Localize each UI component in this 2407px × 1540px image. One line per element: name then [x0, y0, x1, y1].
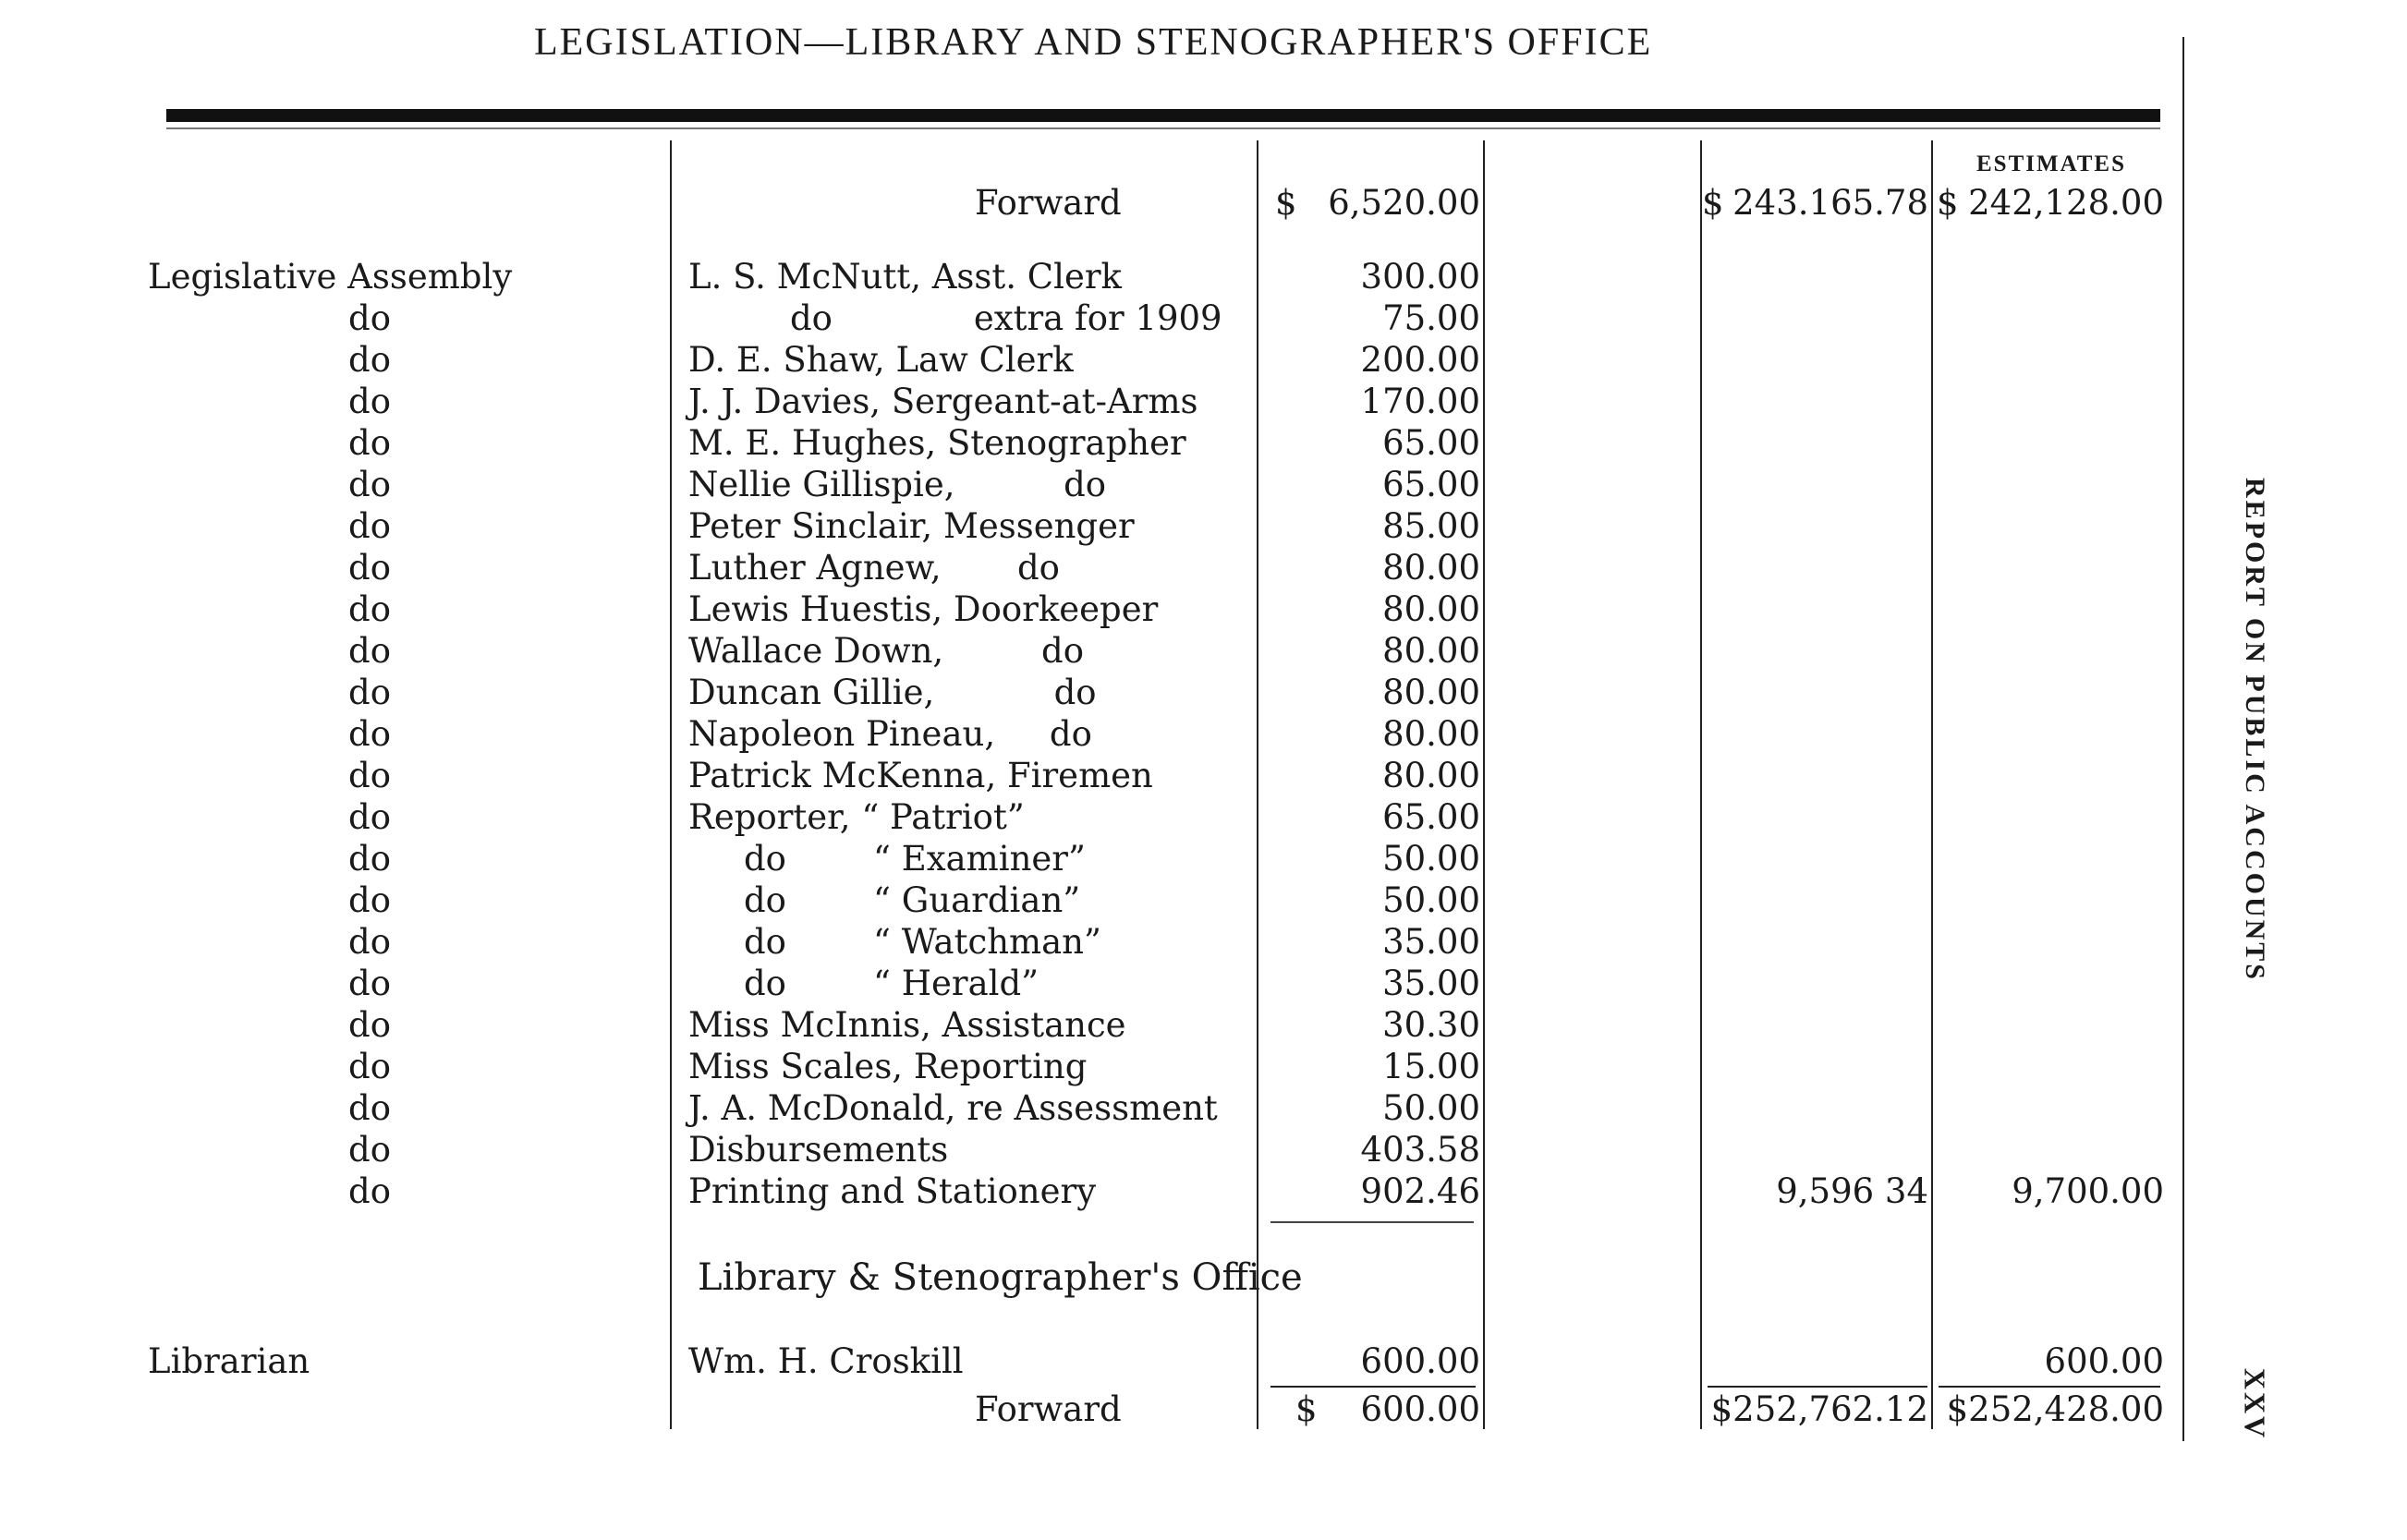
forward-amount: 600.00	[1360, 1389, 1480, 1429]
entry-head: do	[348, 589, 391, 629]
forward-label: Forward	[975, 183, 1122, 223]
forward-estimate: $252,428.00	[1946, 1389, 2164, 1429]
entry-item: do “ Guardian”	[744, 880, 1081, 920]
entry-amount: 75.00	[1382, 298, 1480, 338]
entry-amount: 170.00	[1360, 382, 1480, 421]
entry-amount: 80.00	[1382, 631, 1480, 671]
entry-head: do	[348, 880, 391, 920]
forward-estimate: 242,128.00	[1968, 183, 2164, 223]
entry-total: 9,596 34	[1776, 1171, 1928, 1211]
entry-head: do	[348, 1088, 391, 1128]
entry-item: J. J. Davies, Sergeant-at-Arms	[688, 382, 1198, 421]
entry-row	[0, 423, 2407, 464]
entry-row	[0, 714, 2407, 755]
side-running-head-text: REPORT ON PUBLIC ACCOUNTS	[2240, 478, 2270, 982]
header-thick-rule	[166, 109, 2160, 122]
entry-head: do	[348, 465, 391, 504]
entry-head: do	[348, 673, 391, 712]
entry-amount: 80.00	[1382, 756, 1480, 795]
entry-amount: 65.00	[1382, 423, 1480, 463]
forward-dollar: $	[1275, 183, 1297, 223]
entry-row	[0, 673, 2407, 713]
entry-head: do	[348, 423, 391, 463]
entry-item: Printing and Stationery	[688, 1171, 1097, 1211]
entry-amount: 35.00	[1382, 922, 1480, 962]
entry-head: do	[348, 756, 391, 795]
entry-head: do	[348, 340, 391, 380]
entry-amount: 85.00	[1382, 506, 1480, 546]
forward-row-top	[0, 183, 2407, 224]
entry-head: do	[348, 1005, 391, 1045]
entry-amount: 80.00	[1382, 548, 1480, 588]
entry-amount: 50.00	[1382, 1088, 1480, 1128]
entry-head: do	[348, 839, 391, 879]
entry-item: Patrick McKenna, Firemen	[688, 756, 1153, 795]
entry-item: do “ Herald”	[744, 964, 1039, 1003]
entry-amount: 15.00	[1382, 1047, 1480, 1086]
entry-item: do extra for 1909	[790, 298, 1222, 338]
forward-underline-amount	[1270, 1386, 1476, 1388]
entry-row	[0, 340, 2407, 381]
entry-item: L. S. McNutt, Asst. Clerk	[688, 257, 1122, 297]
forward-row-bottom	[0, 1389, 2407, 1430]
entry-amount: 30.30	[1382, 1005, 1480, 1045]
entry-amount: 65.00	[1382, 797, 1480, 837]
entry-amount: 35.00	[1382, 964, 1480, 1003]
header-thin-rule	[166, 127, 2160, 129]
entry-head: do	[348, 548, 391, 588]
subtotal-underline	[1270, 1221, 1474, 1223]
entry-estimate: 9,700.00	[2012, 1171, 2164, 1211]
forward-dollar: $	[1295, 1389, 1318, 1429]
entry-item: do “ Examiner”	[744, 839, 1086, 879]
entry-amount: 80.00	[1382, 714, 1480, 754]
forward-underline-estimate	[1939, 1386, 2160, 1388]
entry-row	[0, 548, 2407, 588]
entry-row	[0, 756, 2407, 796]
entry-item: Disbursements	[688, 1130, 949, 1170]
entry-head: do	[348, 964, 391, 1003]
entry-head: do	[348, 506, 391, 546]
entry-row	[0, 1088, 2407, 1129]
forward-total: $252,762.12	[1710, 1389, 1928, 1429]
forward-label: Forward	[975, 1389, 1122, 1429]
entry-amount: 902.46	[1360, 1171, 1480, 1211]
entry-item: Napoleon Pineau, do	[688, 714, 1092, 754]
estimates-label: ESTIMATES	[1975, 152, 2127, 176]
entry-row	[0, 382, 2407, 422]
entry-item: J. A. McDonald, re Assessment	[688, 1088, 1218, 1128]
page-number	[2227, 1367, 2282, 1441]
entry-item: Miss McInnis, Assistance	[688, 1005, 1126, 1045]
entry-item: Nellie Gillispie, do	[688, 465, 1107, 504]
entry-row	[0, 465, 2407, 505]
entry-head: do	[348, 714, 391, 754]
entry-item: M. E. Hughes, Stenographer	[688, 423, 1186, 463]
entry-head: Legislative Assembly	[148, 257, 513, 297]
entry-head: Librarian	[148, 1341, 310, 1381]
entry-row	[0, 1005, 2407, 1046]
entry-item: Duncan Gillie, do	[688, 673, 1097, 712]
entry-item: Luther Agnew, do	[688, 548, 1060, 588]
entry-row	[0, 1171, 2407, 1212]
entry-head: do	[348, 298, 391, 338]
entry-item: D. E. Shaw, Law Clerk	[688, 340, 1074, 380]
entry-row	[0, 1130, 2407, 1170]
forward-estimate-dollar: $	[1937, 183, 1959, 223]
entry-row	[0, 506, 2407, 547]
entry-amount: 403.58	[1360, 1130, 1480, 1170]
entry-row	[0, 964, 2407, 1004]
entry-head: do	[348, 922, 391, 962]
section-heading: Library & Stenographer's Office	[698, 1256, 1303, 1299]
page-number-text: XXV	[2238, 1367, 2272, 1441]
entry-item: Reporter, “ Patriot”	[688, 797, 1025, 837]
entry-amount: 300.00	[1360, 257, 1480, 297]
entry-head: do	[348, 797, 391, 837]
entry-row	[0, 1047, 2407, 1087]
entry-head: do	[348, 382, 391, 421]
entry-item: Peter Sinclair, Messenger	[688, 506, 1135, 546]
entry-head: do	[348, 1130, 391, 1170]
entry-amount: 50.00	[1382, 880, 1480, 920]
entry-row	[0, 797, 2407, 838]
entry-item: Wm. H. Croskill	[688, 1341, 964, 1381]
page-title: LEGISLATION—LIBRARY AND STENOGRAPHER'S OFFICE	[534, 21, 1653, 64]
entry-item: Wallace Down, do	[688, 631, 1084, 671]
entry-amount: 50.00	[1382, 839, 1480, 879]
entry-row	[0, 839, 2407, 879]
entry-amount: 65.00	[1382, 465, 1480, 504]
entry-row	[0, 922, 2407, 963]
entry-amount: 600.00	[1360, 1341, 1480, 1381]
librarian-row	[0, 1341, 2407, 1382]
entry-head: do	[348, 631, 391, 671]
entry-item: Lewis Huestis, Doorkeeper	[688, 589, 1159, 629]
forward-total-dollar: $	[1702, 183, 1724, 223]
entry-row	[0, 880, 2407, 921]
entry-row	[0, 298, 2407, 339]
entry-row	[0, 257, 2407, 297]
entry-item: do “ Watchman”	[744, 922, 1101, 962]
forward-underline-total	[1708, 1386, 1927, 1388]
entry-amount: 80.00	[1382, 673, 1480, 712]
forward-amount: 6,520.00	[1328, 183, 1480, 223]
entry-row	[0, 631, 2407, 672]
entry-amount: 80.00	[1382, 589, 1480, 629]
entry-amount: 200.00	[1360, 340, 1480, 380]
entry-head: do	[348, 1047, 391, 1086]
entry-item: Miss Scales, Reporting	[688, 1047, 1088, 1086]
entry-row	[0, 589, 2407, 630]
entry-estimate: 600.00	[2044, 1341, 2164, 1381]
entry-head: do	[348, 1171, 391, 1211]
side-running-head	[2227, 471, 2282, 988]
forward-total: 243.165.78	[1732, 183, 1928, 223]
